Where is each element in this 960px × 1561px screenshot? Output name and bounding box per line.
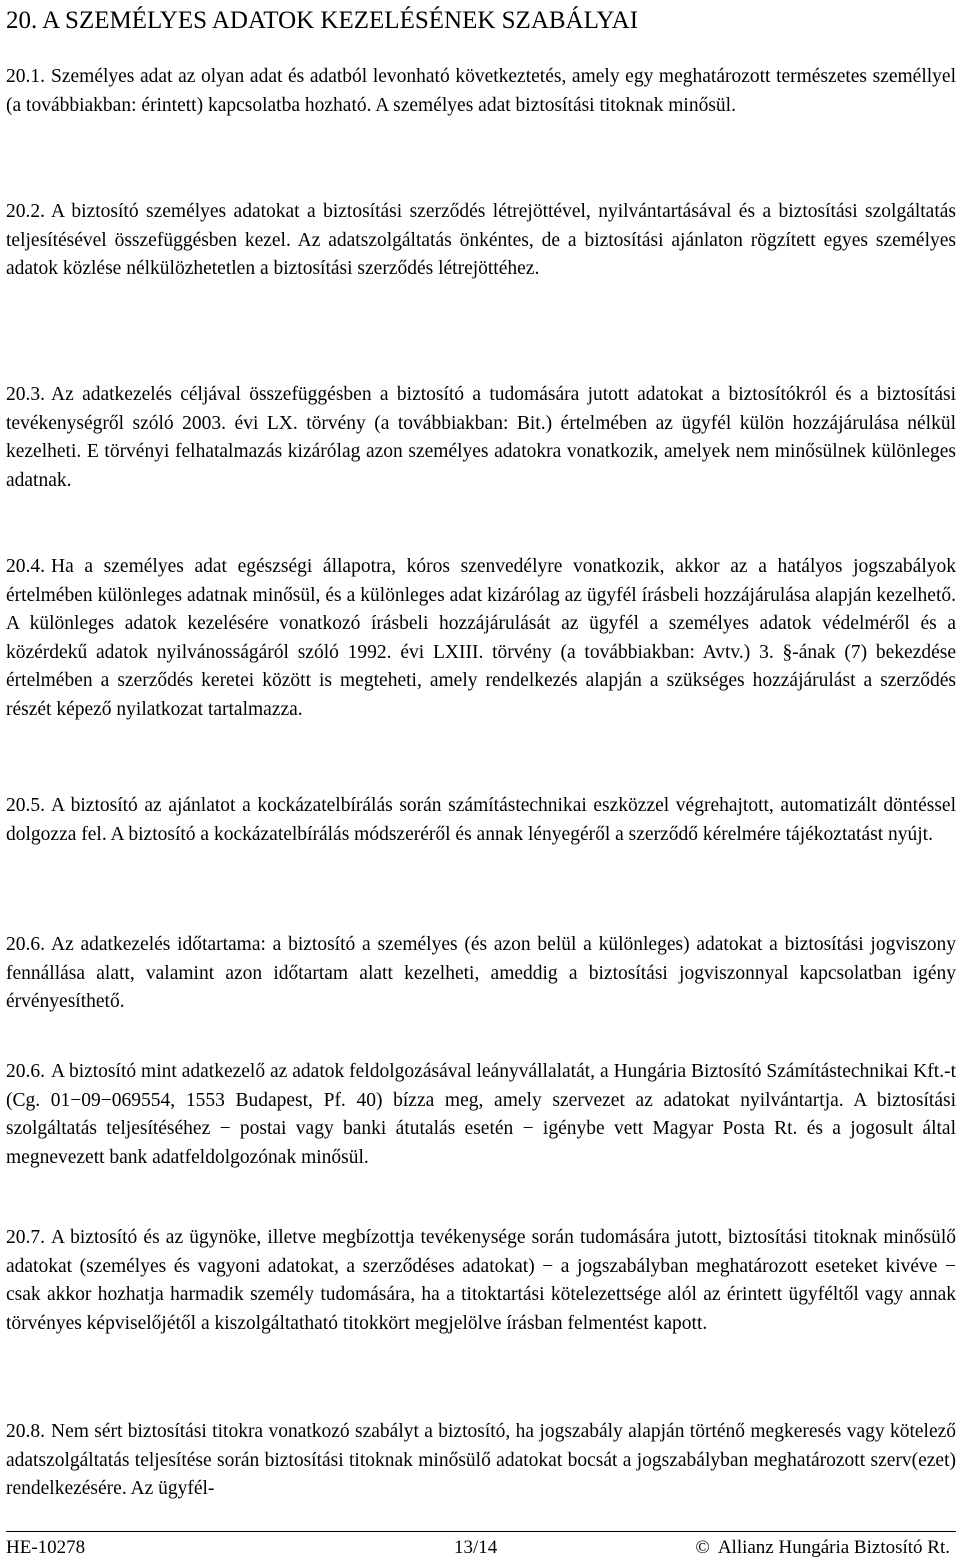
paragraph-text: A biztosító és az ügynöke, illetve megbízottja tevékenysége során tudomására jutott, biztosítási titoknak minősülő adatokat (személyes és vagyoni adatokat, a szerződéses adatokat) − a jogszabályban meghatározott eseteket kivéve − csak akkor hozhatja harmadik személy tudomására, ha a titoktartási kötelezettsége alól az érintett ügyféltől vagy annak törvényes képviselőjétől a kiszolgáltatható titokkört megjelölve írásban felmentést kapott. <box>6 1227 956 1334</box>
paragraph-number: 20.3. <box>6 384 45 405</box>
company-credit <box>695 1536 950 1560</box>
paragraph-text: Ha a személyes adat egészségi állapotra, kóros szenvedélyre vonatkozik, akkor az a hatályos jogszabályok értelmében különleges adatnak minősül, és a különleges adat kizárólag az ügyfél írásbeli hozzájárulása alapján kezelhető. A különleges adatok kezelésére vonatkozó írásbeli hozzájárulását az ügyfél a személyes adatok védelméről és a közérdekű adatok nyilvánosságáról szóló 1992. évi LXIII. törvény (a továbbiakban: Avtv.) 3. §-ának (7) bekezdése értelmében a szerződés keretei között is megteheti, amely rendelkezés alapján a szükséges hozzájárulást a szerződés részét képező nyilatkozat tartalmazza. <box>6 556 956 720</box>
document-code: HE-10278 <box>6 1537 86 1558</box>
paragraph-20-7 <box>6 1224 956 1338</box>
paragraph-number: 20.5. <box>6 795 45 816</box>
paragraph-20-6-b <box>6 1058 956 1172</box>
paragraph-number: 20.8. <box>6 1421 45 1442</box>
paragraph-text: Személyes adat az olyan adat és adatból levonható következtetés, amely egy meghatározott természetes személlyel (a továbbiakban: érintett) kapcsolatba hozható. A személyes adat biztosítási titoknak minősül. <box>6 66 956 116</box>
paragraph-20-5 <box>6 792 956 849</box>
paragraph-text: A biztosító mint adatkezelő az adatok feldolgozásával leányvállalatát, a Hungária Biztosító Számítástechnikai Kft.-t (Cg. 01−09−069554, 1553 Budapest, Pf. 40) bízza meg, amely szervezet az adatokat nyilvántartja. A biztosítási szolgáltatás teljesítéséhez − postai vagy banki átutalás esetén − igénybe vett Magyar Posta Rt. és a jogosult által megnevezett bank adatfeldolgozónak minősül. <box>6 1061 956 1168</box>
section-heading: 20. A SZEMÉLYES ADATOK KEZELÉSÉNEK SZABÁLYAI <box>6 7 639 34</box>
paragraph-number: 20.2. <box>6 201 45 222</box>
paragraph-20-3 <box>6 381 956 495</box>
paragraph-number: 20.4. <box>6 556 45 577</box>
page-number: 13/14 <box>454 1537 498 1558</box>
paragraph-20-4 <box>6 553 956 724</box>
paragraph-20-6-a <box>6 931 956 1017</box>
paragraph-text: Nem sért biztosítási titokra vonatkozó szabályt a biztosító, ha jogszabály alapján történő megkeresés vagy kötelező adatszolgáltatás teljesítése során biztosítási titoknak minősülő adatokat bocsát a jogszabályban meghatározott szerv(ezet) rendelkezésére. Az ügyfél- <box>6 1421 956 1499</box>
paragraph-number: 20.1. <box>6 66 45 87</box>
paragraph-20-8 <box>6 1418 956 1504</box>
paragraph-number: 20.6. <box>6 1061 45 1082</box>
paragraph-text: A biztosító személyes adatokat a biztosítási szerződés létrejöttével, nyilvántartásával és a biztosítási szolgáltatás teljesítésével összefüggésben kezel. Az adatszolgáltatás önkéntes, de a biztosítási ajánlaton rögzített egyes személyes adatok közlése nélkülözhetetlen a biztosítási szerződés létrejöttéhez. <box>6 201 956 279</box>
copyright-icon: © <box>695 1537 710 1558</box>
paragraph-number: 20.6. <box>6 934 45 955</box>
paragraph-20-2 <box>6 198 956 284</box>
page-footer <box>6 1531 956 1558</box>
paragraph-number: 20.7. <box>6 1227 45 1248</box>
paragraph-20-1 <box>6 63 956 120</box>
paragraph-text: A biztosító az ajánlatot a kockázatelbírálás során számítástechnikai eszközzel végrehajtott, automatizált döntéssel dolgozza fel. A biztosító a kockázatelbírálás módszeréről és annak lényegéről a szerződő kérelmére tájékoztatást nyújt. <box>6 795 956 845</box>
paragraph-text: Az adatkezelés időtartama: a biztosító a személyes (és azon belül a különleges) adatokat a biztosítási jogviszony fennállása alatt, valamint azon időtartam alatt kezelheti, ameddig a biztosítási jogviszonnyal kapcsolatban igény érvényesíthető. <box>6 934 956 1012</box>
paragraph-text: Az adatkezelés céljával összefüggésben a biztosító a tudomására jutott adatokat a biztosítókról és a biztosítási tevékenységről szóló 2003. évi LX. törvény (a továbbiakban: Bit.) értelmében az ügyfél külön hozzájárulása nélkül kezelheti. E törvényi felhatalmazás kizárólag azon személyes adatokra vonatkozik, amelyek nem minősülnek különleges adatnak. <box>6 384 956 491</box>
company-name: Allianz Hungária Biztosító Rt. <box>717 1537 950 1558</box>
